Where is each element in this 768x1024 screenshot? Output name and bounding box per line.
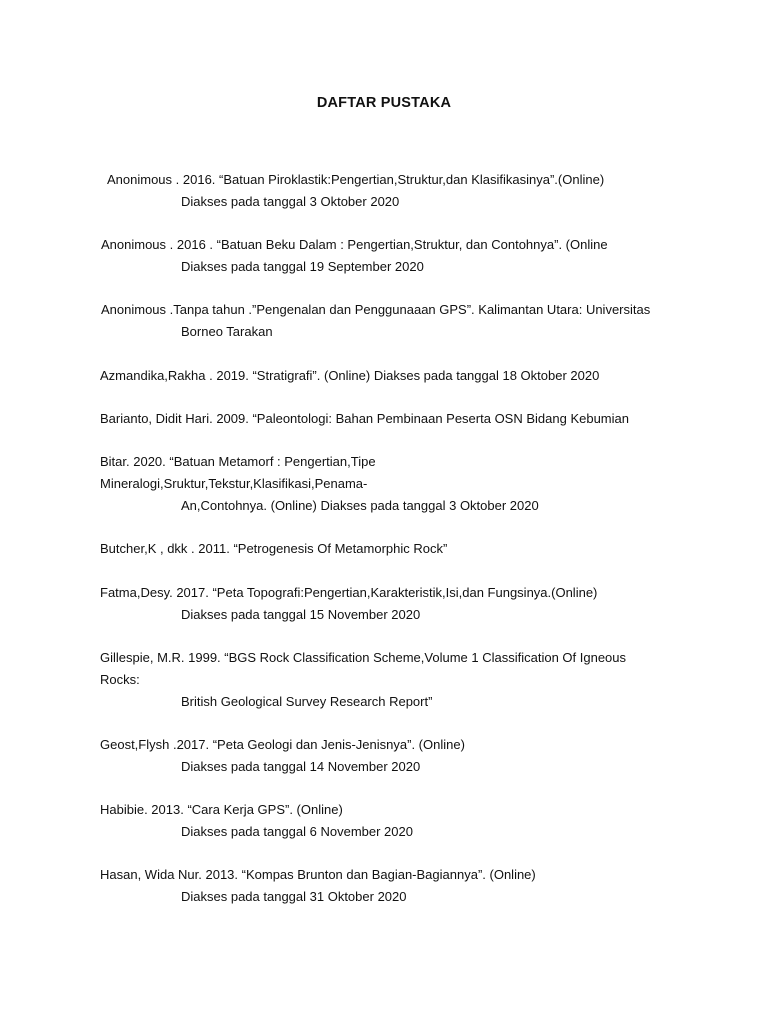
reference-line: British Geological Survey Research Report” (181, 694, 433, 709)
reference-line: Mineralogi,Sruktur,Tekstur,Klasifikasi,Penama- (100, 476, 368, 491)
reference-line: Diakses pada tanggal 14 November 2020 (181, 759, 421, 774)
reference-line: Gillespie, M.R. 1999. “BGS Rock Classification Scheme,Volume 1 Classification Of Igneous (100, 650, 627, 665)
reference-entry (107, 169, 604, 213)
reference-line: Diakses pada tanggal 19 September 2020 (181, 259, 424, 274)
reference-line: Butcher,K , dkk . 2011. “Petrogenesis Of Metamorphic Rock” (100, 541, 448, 556)
reference-line: Anonimous . 2016. “Batuan Piroklastik:Pengertian,Struktur,dan Klasifikasinya”.(Online) (107, 172, 605, 187)
reference-line: An,Contohnya. (Online) Diakses pada tanggal 3 Oktober 2020 (181, 498, 539, 513)
reference-entry (100, 864, 536, 908)
reference-line: Anonimous . 2016 . “Batuan Beku Dalam : Pengertian,Struktur, dan Contohnya”. (Online (101, 237, 608, 252)
reference-line: Diakses pada tanggal 6 November 2020 (181, 824, 413, 839)
reference-line: Diakses pada tanggal 3 Oktober 2020 (181, 194, 400, 209)
reference-entry (100, 408, 629, 430)
reference-line: Bitar. 2020. “Batuan Metamorf : Pengertian,Tipe (100, 454, 376, 469)
reference-entry (100, 582, 597, 626)
reference-entry (100, 365, 599, 387)
reference-line: Barianto, Didit Hari. 2009. “Paleontologi: Bahan Pembinaan Peserta OSN Bidang Kebumian (100, 411, 629, 426)
reference-line: Borneo Tarakan (181, 324, 273, 339)
reference-entry (101, 299, 650, 343)
reference-line: Fatma,Desy. 2017. “Peta Topografi:Pengertian,Karakteristik,Isi,dan Fungsinya.(Online) (100, 585, 598, 600)
reference-line: Habibie. 2013. “Cara Kerja GPS”. (Online) (100, 802, 343, 817)
reference-entry (101, 234, 608, 278)
reference-entry (100, 734, 465, 778)
reference-entry (100, 647, 626, 713)
reference-line: Diakses pada tanggal 15 November 2020 (181, 607, 421, 622)
reference-line: Rocks: (100, 672, 140, 687)
reference-line: Geost,Flysh .2017. “Peta Geologi dan Jenis-Jenisnya”. (Online) (100, 737, 465, 752)
page-title: DAFTAR PUSTAKA (316, 95, 452, 111)
reference-entry (100, 451, 539, 517)
reference-line: Diakses pada tanggal 31 Oktober 2020 (181, 889, 407, 904)
reference-line: Azmandika,Rakha . 2019. “Stratigrafi”. (Online) Diakses pada tanggal 18 Oktober 2020 (100, 368, 600, 383)
reference-entry (100, 799, 413, 843)
reference-line: Hasan, Wida Nur. 2013. “Kompas Brunton dan Bagian-Bagiannya”. (Online) (100, 867, 536, 882)
reference-entry (100, 538, 447, 560)
reference-line: Anonimous .Tanpa tahun .”Pengenalan dan Penggunaaan GPS”. Kalimantan Utara: Universitas (101, 302, 651, 317)
